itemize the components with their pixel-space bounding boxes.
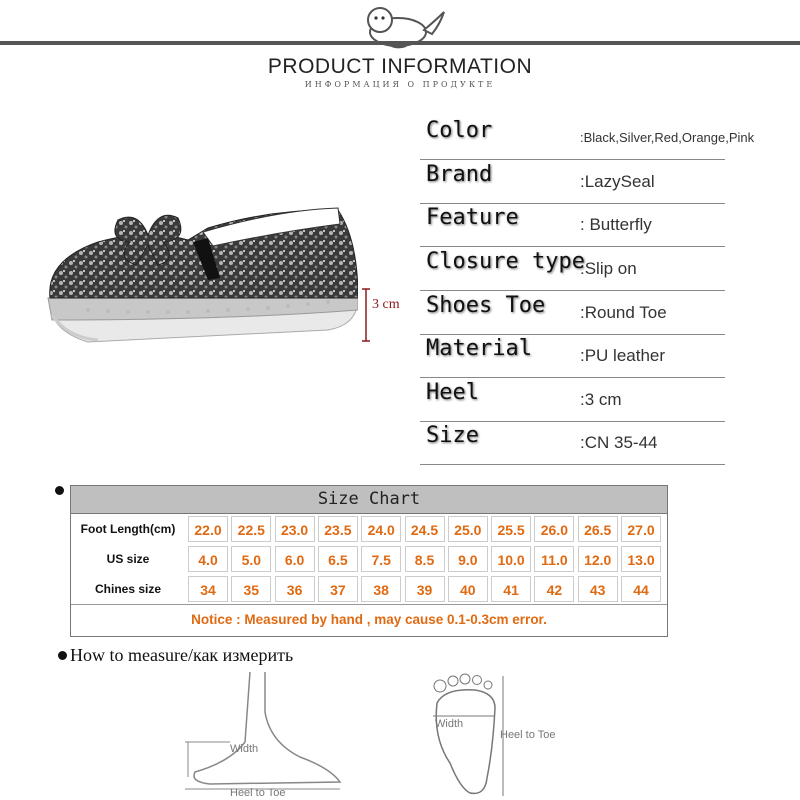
size-chart-row-label: Chines size [94, 582, 162, 596]
size-chart-row [71, 574, 667, 604]
size-chart-cell: 8.5 [405, 546, 445, 572]
spec-row-heel [420, 378, 730, 422]
spec-row-feature [420, 203, 730, 247]
size-chart-cell: 4.0 [188, 546, 228, 572]
divider [420, 464, 725, 465]
size-chart-cell: 38 [361, 576, 401, 602]
shoe-image [28, 180, 358, 360]
side-width-label: Width [230, 743, 259, 755]
size-chart-row-label: US size [106, 552, 150, 566]
size-chart-title: Size Chart [71, 486, 667, 514]
header-rule [0, 41, 800, 45]
spec-value: :Slip on [580, 259, 637, 278]
size-chart-cell: 7.5 [361, 546, 401, 572]
size-chart-cell: 6.0 [275, 546, 315, 572]
size-chart-cell: 37 [318, 576, 358, 602]
size-chart-cell: 44 [621, 576, 661, 602]
spec-row-material [420, 334, 730, 378]
spec-label: Brand [426, 162, 493, 187]
size-chart-cell: 6.5 [318, 546, 358, 572]
size-chart-cell: 23.5 [318, 516, 358, 542]
size-chart-cell: 23.0 [275, 516, 315, 542]
size-chart-cell: 42 [534, 576, 574, 602]
heel-height-marker [360, 287, 420, 343]
spec-label: Size [426, 423, 479, 448]
size-chart-cell: 13.0 [621, 546, 661, 572]
bullet-icon [58, 651, 67, 660]
size-chart-cell: 12.0 [578, 546, 618, 572]
spec-row-closure [420, 247, 730, 291]
size-chart-cell: 36 [275, 576, 315, 602]
size-chart-row-label: Foot Length(cm) [80, 522, 176, 536]
measure-heading: How to measure/как измерить [70, 645, 294, 665]
spec-value: :3 cm [580, 390, 622, 409]
size-chart-cell: 25.0 [448, 516, 488, 542]
size-chart-cell: 25.5 [491, 516, 531, 542]
spec-label: Material [426, 336, 532, 361]
size-chart-cell: 39 [405, 576, 445, 602]
size-chart-row [71, 544, 667, 574]
foot-sole-diagram [415, 668, 595, 798]
spec-row-size [420, 421, 730, 465]
spec-value: : Butterfly [580, 215, 652, 234]
size-chart-cell: 5.0 [231, 546, 271, 572]
size-chart-cell: 24.0 [361, 516, 401, 542]
heel-height-label: 3 cm [372, 297, 400, 312]
size-chart-cell: 34 [188, 576, 228, 602]
size-chart-cell: 26.0 [534, 516, 574, 542]
page-title: PRODUCT INFORMATION [267, 55, 533, 78]
sole-heel-to-toe-label: Heel to Toe [500, 729, 556, 741]
spec-row-toe [420, 291, 730, 335]
bullet-icon [55, 486, 64, 495]
page-subtitle: ИНФОРМАЦИЯ О ПРОДУКТЕ [304, 80, 496, 89]
spec-label: Heel [426, 380, 479, 405]
spec-value: :LazySeal [580, 172, 655, 191]
size-chart-cell: 24.5 [405, 516, 445, 542]
size-chart [70, 485, 668, 637]
spec-label: Closure type [426, 249, 585, 274]
side-heel-to-toe-label: Heel to Toe [230, 787, 286, 797]
size-chart-cell: 10.0 [491, 546, 531, 572]
size-chart-cell: 22.5 [231, 516, 271, 542]
size-chart-cell: 9.0 [448, 546, 488, 572]
size-chart-cell: 35 [231, 576, 271, 602]
spec-row-color [420, 116, 755, 160]
size-chart-row [71, 514, 667, 544]
size-chart-cell: 40 [448, 576, 488, 602]
size-chart-notice: Notice : Measured by hand , may cause 0.1-0.3cm error. [71, 604, 667, 635]
spec-label: Feature [426, 205, 519, 230]
size-chart-cell: 41 [491, 576, 531, 602]
spec-value: :CN 35-44 [580, 433, 658, 452]
size-chart-cell: 43 [578, 576, 618, 602]
size-chart-cell: 11.0 [534, 546, 574, 572]
size-chart-cell: 26.5 [578, 516, 618, 542]
sole-width-label: Width [435, 718, 464, 730]
spec-value: :PU leather [580, 346, 666, 365]
spec-value: :Black,Silver,Red,Orange,Pink [580, 130, 755, 145]
spec-row-brand [420, 160, 730, 204]
foot-side-diagram [170, 672, 360, 797]
size-chart-cell: 22.0 [188, 516, 228, 542]
spec-value: :Round Toe [580, 303, 667, 322]
spec-label: Color [426, 118, 493, 143]
size-chart-cell: 27.0 [621, 516, 661, 542]
spec-label: Shoes Toe [426, 293, 546, 318]
